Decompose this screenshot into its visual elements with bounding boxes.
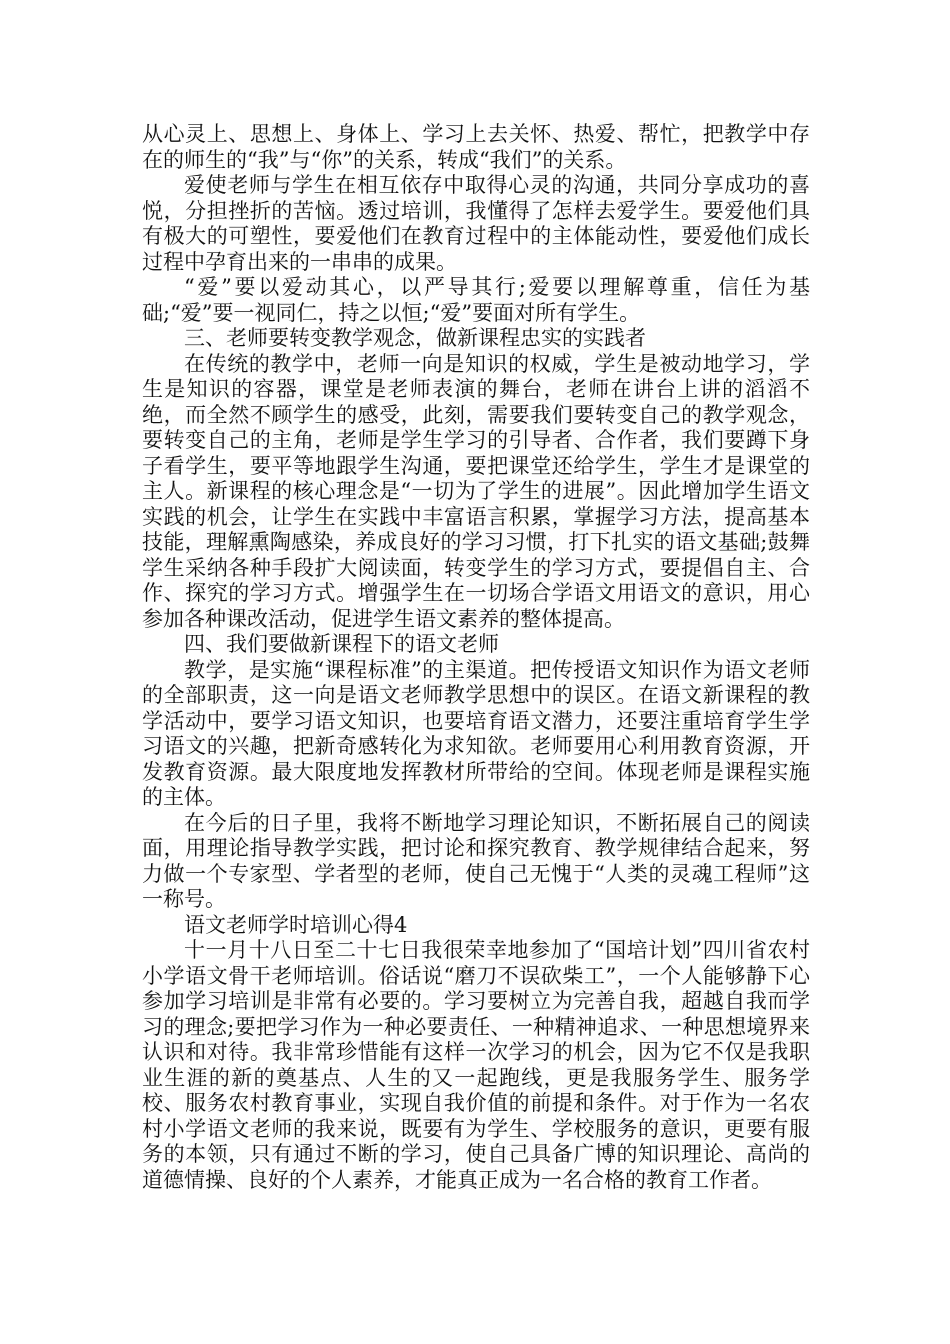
article-title: 语文老师学时培训心得4 — [184, 912, 408, 937]
document-page — [142, 122, 810, 1193]
section-heading: 三、老师要转变教学观念，做新课程忠实的实践者 — [184, 326, 646, 350]
paragraph: 十一月十八日至二十七日我很荣幸地参加了“国培计划”四川省农村小学语文骨干老师培训。俗话说“磨刀不误砍柴工”，一个人能够静下心参加学习培训是非常有必要的。学习要树立为完善自我，超越自我而学习的理念;要把学习作为一种必要责任、一种精神追求、一种思想境界来认识和对待。我非常珍惜能有这样一次学习的机会，因为它不仅是我职业生涯的新的奠基点、人生的又一起跑线，更是我服务学生、服务学校、服务农村教育事业，实现自我价值的前提和条件。对于作为一名农村小学语文老师的我来说，既要有为学生、学校服务的意识，更要有服务的本领，只有通过不断的学习，使自己具备广博的知识理论、高尚的道德情操、良好的个人素养，才能真正成为一名合格的教育工作者。 — [142, 938, 810, 1192]
paragraph: 爱使老师与学生在相互依存中取得心灵的沟通，共同分享成功的喜悦，分担挫折的苦恼。透过培训，我懂得了怎样去爱学生。要爱他们具有极大的可塑性，要爱他们在教育过程中的主体能动性，要爱他们成长过程中孕育出来的一串串的成果。 — [142, 173, 810, 274]
paragraph: 在传统的教学中，老师一向是知识的权威，学生是被动地学习，学生是知识的容器，课堂是老师表演的舞台，老师在讲台上讲的滔滔不绝，而全然不顾学生的感受，此刻，需要我们要转变自己的教学观念，要转变自己的主角，老师是学生学习的引导者、合作者，我们要蹲下身子看学生，要平等地跟学生沟通，要把课堂还给学生，学生才是课堂的主人。新课程的核心理念是“一切为了学生的进展”。因此增加学生语文实践的机会，让学生在实践中丰富语言积累，掌握学习方法，提高基本技能，理解熏陶感染，养成良好的学习习惯，打下扎实的语文基础;鼓舞学生采纳各种手段扩大阅读面，转变学生的学习方式，要提倡自主、合作、探究的学习方式。增强学生在一切场合学语文用语文的意识，用心参加各种课改活动，促进学生语文素养的整体提高。 — [142, 351, 810, 631]
paragraph: “爱”要以爱动其心，以严导其行;爱要以理解尊重，信任为基础;“爱”要一视同仁，持之以恒;“爱”要面对所有学生。 — [142, 275, 810, 325]
section-heading: 四、我们要做新课程下的语文老师 — [184, 632, 499, 656]
paragraph: 在今后的日子里，我将不断地学习理论知识，不断拓展自己的阅读面，用理论指导教学实践，把讨论和探究教育、教学规律结合起来，努力做一个专家型、学者型的老师，使自己无愧于“人类的灵魂工程师”这一称号。 — [142, 810, 810, 911]
paragraph: 教学，是实施“课程标准”的主渠道。把传授语文知识作为语文老师的全部职责，这一向是语文老师教学思想中的误区。在语文新课程的教学活动中，要学习语文知识，也要培育语文潜力，还要注重培育学生学习语文的兴趣，把新奇感转化为求知欲。老师要用心利用教育资源，开发教育资源。最大限度地发挥教材所带给的空间。体现老师是课程实施的主体。 — [142, 657, 810, 809]
paragraph: 从心灵上、思想上、身体上、学习上去关怀、热爱、帮忙，把教学中存在的师生的“我”与“你”的关系，转成“我们”的关系。 — [142, 122, 810, 172]
